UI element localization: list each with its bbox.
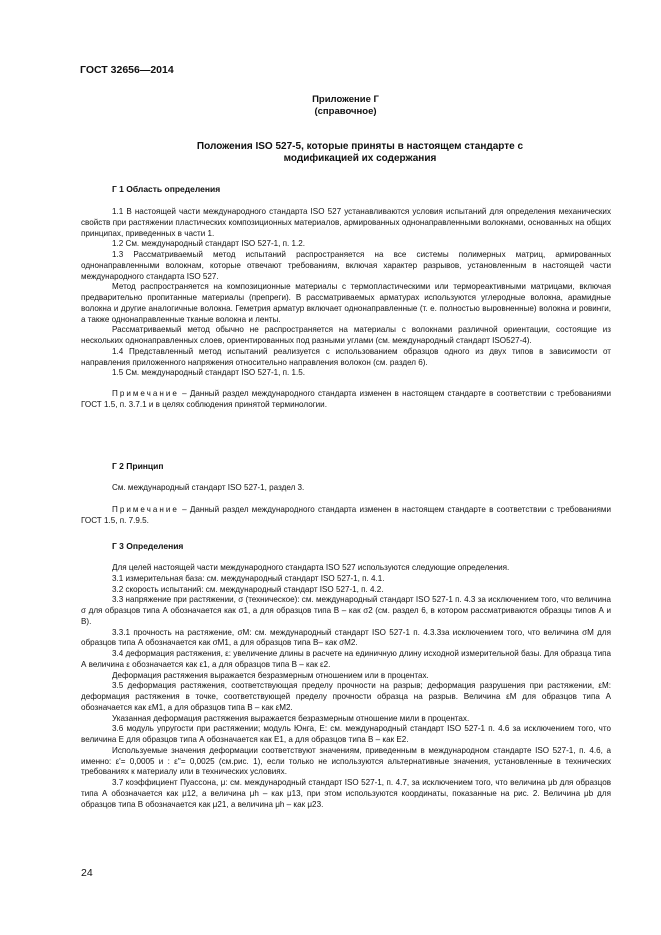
- paragraph: 3.3.1 прочность на растяжение, σM: см. международный стандарт ISO 527-1 п. 4.3.3за исключением того, что величина σM для образцов типа А обозначается как σM1, а для образцов типа В– как σM2.: [81, 627, 611, 648]
- paragraph: 3.1 измерительная база: см. международный стандарт ISO 527-1, п. 4.1.: [112, 573, 385, 583]
- section-heading-g3: Г 3 Определения: [112, 541, 184, 551]
- note-paragraph: [81, 389, 611, 411]
- appendix-type: (справочное): [314, 106, 377, 117]
- paragraph: См. международный стандарт ISO 527-1, раздел 3.: [112, 483, 305, 492]
- paragraph: Используемые значения деформации соответствуют значениям, приведенным в международном стандарте ISO 527-1, п. 4.6, а именно: ε'= 0,0005 и : ε''= 0,0025 (см.рис. 1), если только не используются альтернативные значения, установленные в технических требованиях к материалу или в технических условиях.: [81, 745, 611, 777]
- note-label: Примечание: [112, 504, 179, 514]
- paragraph: 1.5 См. международный стандарт ISO 527-1, п. 1.5.: [112, 368, 306, 378]
- paragraph: Указанная деформация растяжения выражается безразмерным отношение мили в процентах.: [112, 713, 470, 723]
- note-text: – Данный раздел международного стандарта изменен в настоящем стандарте в соответствии с требованиями ГОСТ 1.5, п. 3.7.1 и в целях соблюдения принятой терминологии.: [81, 389, 611, 409]
- paragraph: 3.4 деформация растяжения, ε: увеличение длины в расчете на единичную длину исходной измерительной базы. Для образца типа А величина ε обозначается как ε1, а для образцов типа В – как ε2.: [81, 649, 611, 669]
- section-g3-body: [81, 563, 611, 810]
- note-paragraph: [81, 505, 611, 527]
- title-line-2: модификацией их содержания: [283, 153, 437, 164]
- paragraph: Для целей настоящей части международного стандарта ISO 527 используются следующие определения.: [112, 563, 510, 572]
- section-g1-body: [81, 207, 611, 411]
- section-g2-body: [81, 483, 611, 526]
- title-line-1: Положения ISO 527-5, которые приняты в настоящем стандарте с: [196, 141, 524, 152]
- note-label: Примечание: [112, 389, 179, 398]
- paragraph: Метод распространяется на композиционные материалы с термопластическими или термореактивными матрицами, включая предварительно пропитанные материалы (препреги). В рассматриваемых арматурах используются углеродные волокна, арамидные волокна и другие аналогичные волокна. Геметрия арматур включает однонаправленные (т. е. полностью выровненные) волокна и ровинги, а также однонаправленные тканые волокна и ленты.: [81, 282, 611, 324]
- paragraph: Деформация растяжения выражается безразмерным отношением или в процентах.: [112, 670, 429, 680]
- appendix-label: Приложение Г: [312, 94, 379, 105]
- page-number: 24: [81, 867, 93, 879]
- note-text: – Данный раздел международного стандарта изменен в настоящем стандарте в соответствии с требованиями ГОСТ 1.5, п. 7.9.5.: [81, 504, 611, 525]
- appendix-title: [110, 141, 610, 165]
- paragraph: 1.3 Рассматриваемый метод испытаний распространяется на все системы полимерных матриц, армированных однонаправленными волокнам, которые отвечают требованиям, включая характер разрывов, установленным в настоящей части международного стандарта ISO 527.: [81, 250, 611, 281]
- paragraph: 1.1 В настоящей части международного стандарта ISO 527 устанавливаются условия испытаний для определения механических свойств при растяжении пластических композиционных материалов, армированных однонаправленными волокнами, основанных на общих принципах, приведенных в части 1.: [81, 207, 611, 238]
- paragraph: 3.2 скорость испытаний: см. международный стандарт ISO 527-1, п. 4.2.: [112, 584, 384, 594]
- appendix-heading: [0, 94, 661, 118]
- paragraph: 1.2 См. международный стандарт ISO 527-1, п. 1.2.: [112, 239, 306, 249]
- standard-header: ГОСТ 32656—2014: [80, 64, 174, 76]
- paragraph: 3.7 коэффициент Пуассона, μ: см. международный стандарт ISO 527-1, п. 4.7, за исключением того, что величина μb для образцов типа А обозначается как μ12, а величина μh – как μ13, при этом используются координаты, показанные на рис. 2. Величина μb для образцов типа В обозначается как μ21, а величина μh – как μ23.: [81, 778, 611, 809]
- paragraph: 3.3 напряжение при растяжении, σ (техническое): см. международный стандарт ISO 527-1 п. 4.3 за исключением того, что величина σ для образцов типа А обозначается как σ1, а для образцов типа В – как σ2 (см. раздел 6, в котором рассматриваются образцы типов А и В).: [81, 595, 611, 626]
- section-heading-g2: Г 2 Принцип: [112, 461, 164, 471]
- section-heading-g1: Г 1 Область определения: [112, 184, 221, 194]
- paragraph: 3.5 деформация растяжения, соответствующая пределу прочности на разрыв; деформация разрушения при растяжении, εM: деформация растяжения в точке, соответствующей пределу прочности образца на разрыв. Величина εM для образцов типа А обозначается как εM1, а для образцов типа В – как εM2.: [81, 681, 611, 712]
- paragraph: Рассматриваемый метод обычно не распространяется на материалы с волокнами различной ориентации, состоящие из нескольких однонаправленных слоев, ориентированных под разными углами (см. международный стандарт ISO527-4).: [81, 325, 611, 345]
- paragraph: 1.4 Представленный метод испытаний реализуется с использованием образцов одного из двух типов в зависимости от направления приложенного напряжения относительно направления волокон (см. раздел 6).: [81, 346, 611, 367]
- paragraph: 3.6 модуль упругости при растяжении; модуль Юнга, E: см. международный стандарт ISO 527-1 п. 4.6 за исключением того, что величина E для образцов типа А обозначается как E1, а для образцов типа В – как E2.: [81, 724, 611, 744]
